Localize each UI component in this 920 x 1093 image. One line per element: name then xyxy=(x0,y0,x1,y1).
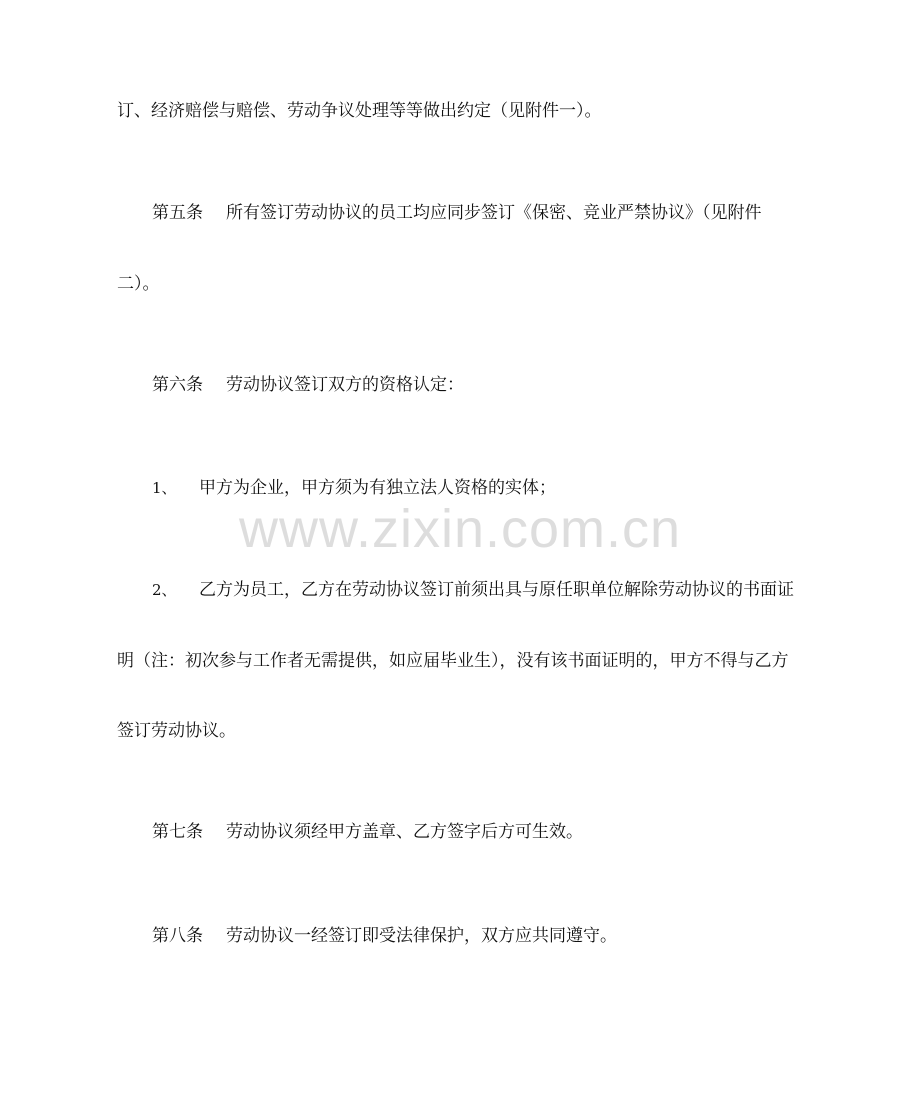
watermark: www.zixin.com.cn xyxy=(238,499,682,559)
article-number: 第八条 xyxy=(152,926,203,946)
list-item-text: 甲方为企业，甲方须为有独立法人资格的实体； xyxy=(199,478,556,498)
list-item-text: 乙方为员工，乙方在劳动协议签订前须出具与原任职单位解除劳动协议的书面证 xyxy=(199,580,794,600)
article-6-line xyxy=(152,373,464,397)
article-7-line xyxy=(152,820,583,844)
list-item-text: 签订劳动协议。 xyxy=(117,721,236,741)
list-item-text: 明（注：初次参与工作者无需提供，如应届毕业生），没有该书面证明的，甲方不得与乙方 xyxy=(117,651,789,671)
paragraph-text: 订、经济赔偿与赔偿、劳动争议处理等等做出约定（见附件一）。 xyxy=(117,101,602,121)
list-item-number: 2、 xyxy=(152,581,177,599)
list-item-2 xyxy=(152,578,794,602)
list-item-2-continuation xyxy=(117,719,236,743)
article-text: 二）。 xyxy=(117,274,160,294)
list-item-2-continuation xyxy=(117,649,789,673)
paragraph-line xyxy=(117,99,602,123)
article-number: 第五条 xyxy=(152,203,203,223)
article-text: 所有签订劳动协议的员工均应同步签订《保密、竞业严禁协议》（见附件 xyxy=(226,203,762,223)
article-number: 第六条 xyxy=(152,375,203,395)
article-number: 第七条 xyxy=(152,822,203,842)
article-text: 劳动协议签订双方的资格认定： xyxy=(226,375,464,395)
list-item-number: 1、 xyxy=(152,479,177,497)
article-8-line xyxy=(152,924,617,948)
article-5-line xyxy=(152,201,762,225)
article-text: 劳动协议一经签订即受法律保护，双方应共同遵守。 xyxy=(226,926,617,946)
article-text: 劳动协议须经甲方盖章、乙方签字后方可生效。 xyxy=(226,822,583,842)
article-5-continuation xyxy=(117,272,160,296)
